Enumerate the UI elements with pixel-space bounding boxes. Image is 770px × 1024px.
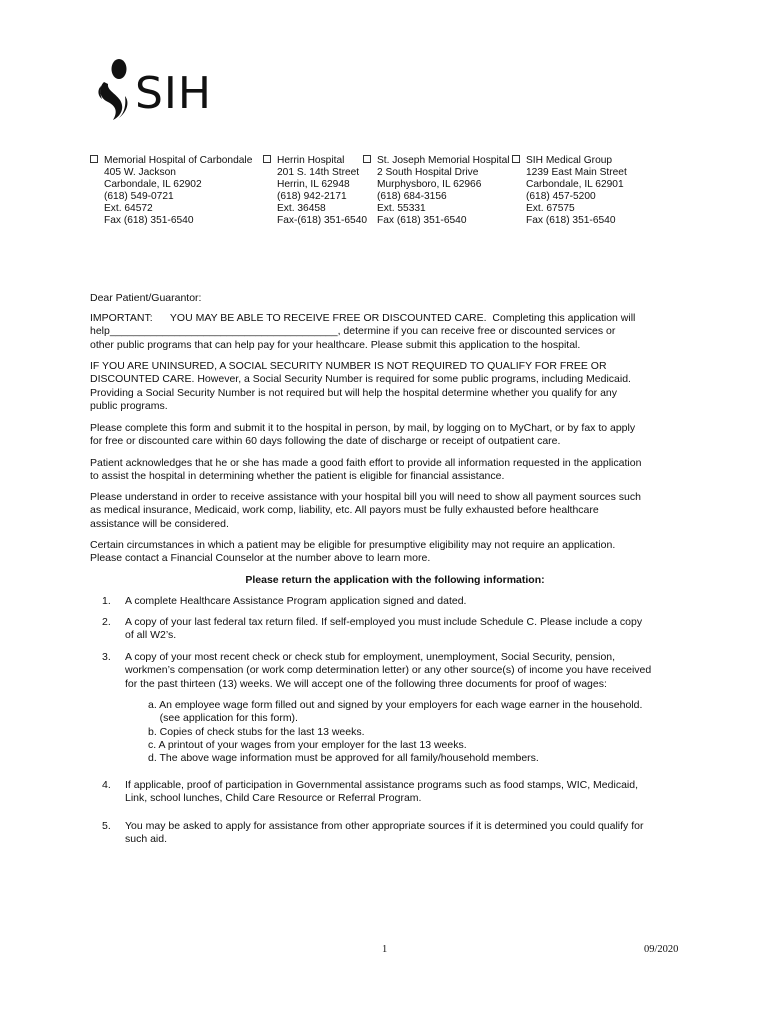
hospital-ext: Ext. 36458 [277, 203, 326, 214]
text-line: Please contact a Financial Counselor at the number above to learn more. [90, 552, 431, 565]
uninsured-paragraph [90, 360, 700, 413]
hospital-phone: (618) 684-3156 [377, 191, 447, 202]
hospital-city: Murphysboro, IL 62966 [377, 179, 482, 190]
hospital-city: Herrin, IL 62948 [277, 179, 350, 190]
checkbox[interactable] [90, 155, 98, 163]
text-line: IF YOU ARE UNINSURED, A SOCIAL SECURITY NUMBER IS NOT REQUIRED TO QUALIFY FOR FREE OR [90, 360, 607, 372]
hospital-name: St. Joseph Memorial Hospital [377, 155, 510, 166]
text-line: to assist the hospital in determining whether the patient is eligible for financial assistance. [90, 470, 505, 483]
logo-text: SIH [135, 68, 212, 119]
text-line: public programs. [90, 399, 168, 412]
hospital-address: 405 W. Jackson [104, 167, 176, 178]
text-line: Certain circumstances in which a patient may be eligible for presumptive eligibility may not require an application. [90, 539, 616, 551]
checkbox[interactable] [363, 155, 371, 163]
text-line: other public programs that can help pay for your healthcare. Please submit this application to the hospital. [90, 338, 581, 351]
text-line: workmen’s compensation (or work comp determination letter) or any other source(s) of income you have received [125, 664, 652, 677]
hospital-name: Herrin Hospital [277, 155, 345, 166]
sublist-item: b. Copies of check stubs for the last 13 weeks. [148, 725, 365, 738]
sublist [148, 699, 708, 765]
list-number: 3. [102, 651, 111, 663]
hospital-city: Carbondale, IL 62902 [104, 179, 202, 190]
hospital-fax: Fax (618) 351-6540 [104, 215, 194, 226]
important-paragraph [90, 312, 700, 352]
acknowledgement-paragraph [90, 457, 700, 484]
list-number: 5. [102, 820, 111, 832]
hospital-city: Carbondale, IL 62901 [526, 179, 624, 190]
sublist-item: (see application for this form). [148, 712, 298, 725]
hospital-fax: Fax-(618) 351-6540 [277, 215, 368, 226]
list-title: Please return the application with the following information: [245, 574, 545, 586]
text-line: Patient acknowledges that he or she has made a good faith effort to provide all information requested in the application [90, 457, 642, 469]
text-line: You may be asked to apply for assistance from other appropriate sources if it is determined you could qualify for [125, 820, 644, 832]
list-number: 4. [102, 779, 111, 791]
text-line: IMPORTANT: YOU MAY BE ABLE TO RECEIVE FREE OR DISCOUNTED CARE. Completing this application will [90, 312, 636, 324]
hospital-phone: (618) 942-2171 [277, 191, 347, 202]
text-line: A complete Healthcare Assistance Program application signed and dated. [125, 595, 467, 607]
hospital-ext: Ext. 64572 [104, 203, 153, 214]
text-line: Providing a Social Security Number is not required but will help the hospital determine whether you qualify for any [90, 386, 618, 399]
text-line: If applicable, proof of participation in Governmental assistance programs such as food stamps, WIC, Medicaid, [125, 779, 638, 791]
text-line: Link, school lunches, Child Care Resource or Referral Program. [125, 792, 422, 805]
text-line: help_______________________________________, determine if you can receive free or discounted services or [90, 325, 616, 338]
hospital-ext: Ext. 67575 [526, 203, 575, 214]
hospital-column-memorial [90, 155, 252, 227]
hospital-ext: Ext. 55331 [377, 203, 426, 214]
sublist-item: a. An employee wage form filled out and signed by your employers for each wage earner in the household. [148, 699, 643, 711]
submit-paragraph [90, 422, 700, 449]
sih-logo-icon [97, 56, 137, 126]
hospital-name: SIH Medical Group [526, 155, 613, 166]
text-line: such aid. [125, 833, 168, 846]
text-line: A copy of your last federal tax return filed. If self-employed you must include Schedule C. Please include a copy [125, 616, 643, 628]
sublist-item: d. The above wage information must be approved for all family/household members. [148, 752, 539, 765]
text-line: for free or discounted care within 60 days following the date of discharge or receipt of outpatient care. [90, 435, 561, 448]
list-number: 2. [102, 616, 111, 628]
hospital-address: 2 South Hospital Drive [377, 167, 479, 178]
text-line: assistance will be considered. [90, 517, 229, 530]
salutation: Dear Patient/Guarantor: [90, 292, 202, 304]
hospital-address: 1239 East Main Street [526, 167, 627, 178]
hospital-phone: (618) 549-0721 [104, 191, 174, 202]
hospital-address: 201 S. 14th Street [277, 167, 360, 178]
hospital-column-st-joseph [363, 155, 510, 227]
payment-paragraph [90, 491, 700, 531]
text-line: Please understand in order to receive assistance with your hospital bill you will need to show all payment sources such [90, 491, 641, 503]
sih-logo [97, 56, 237, 126]
text-line: DISCOUNTED CARE. However, a Social Security Number is required for some public programs, including Medicaid. [90, 373, 631, 386]
text-line: of all W2’s. [125, 629, 177, 642]
hospital-fax: Fax (618) 351-6540 [526, 215, 616, 226]
sublist-item: c. A printout of your wages from your employer for the last 13 weeks. [148, 738, 467, 751]
hospital-column-herrin [263, 155, 367, 227]
text-line: A copy of your most recent check or check stub for employment, unemployment, Social Security, pension, [125, 651, 616, 663]
checkbox[interactable] [512, 155, 520, 163]
hospital-name: Memorial Hospital of Carbondale [104, 155, 253, 166]
text-line: for the past thirteen (13) weeks. We will accept one of the following three documents for proof of wages: [125, 677, 607, 690]
text-line: Please complete this form and submit it to the hospital in person, by mail, by logging on to MyChart, or by fax to apply [90, 422, 636, 434]
text-line: as medical insurance, Medicaid, work comp, liability, etc. All payors must be fully exhausted before healthcare [90, 504, 599, 517]
revision-date: 09/2020 [644, 944, 679, 955]
hospital-fax: Fax (618) 351-6540 [377, 215, 467, 226]
page-number: 1 [382, 944, 388, 955]
checkbox[interactable] [263, 155, 271, 163]
hospital-phone: (618) 457-5200 [526, 191, 596, 202]
hospital-column-sih-medical-group [512, 155, 627, 227]
list-number: 1. [102, 595, 111, 607]
presumptive-paragraph [90, 539, 700, 566]
